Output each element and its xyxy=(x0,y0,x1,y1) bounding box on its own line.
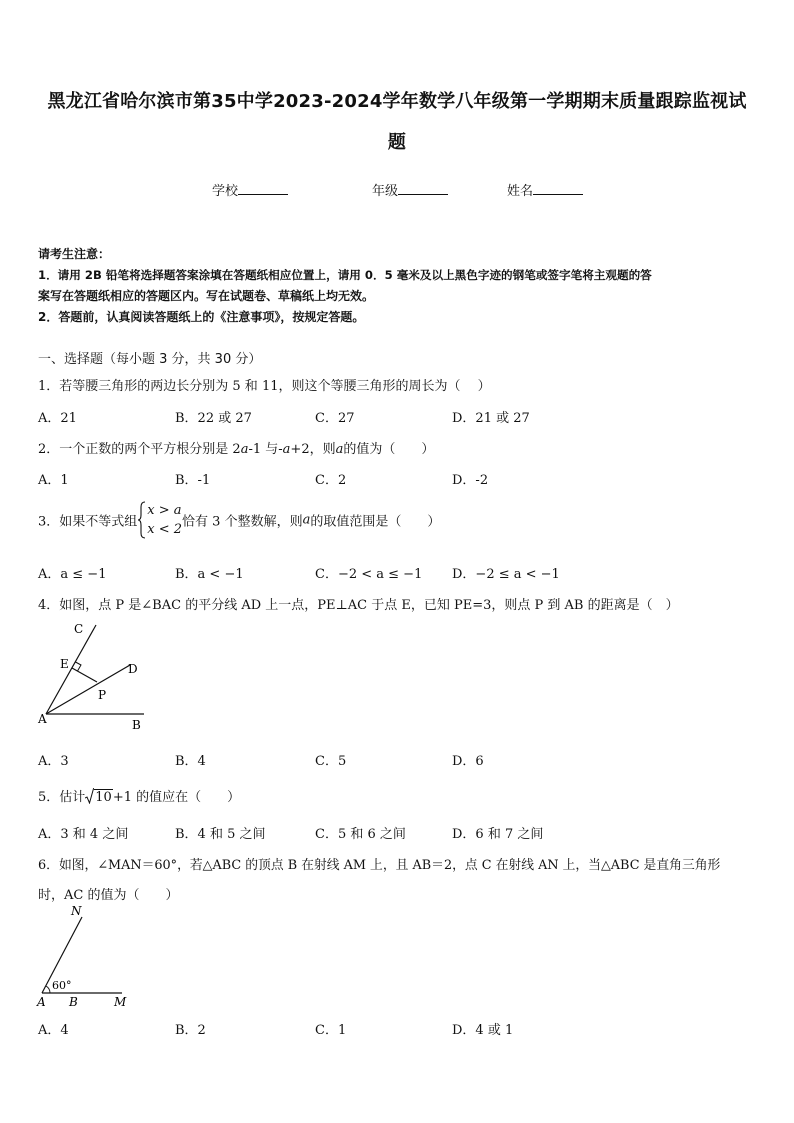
question-3-stem xyxy=(38,501,440,539)
inequality-system xyxy=(147,501,182,539)
q2-text-2: -1 与- xyxy=(248,442,283,457)
school-field xyxy=(212,180,288,199)
q4-option-d[interactable]: D．6 xyxy=(452,754,484,769)
left-brace-icon xyxy=(137,501,147,539)
notice-item2: 2．答题前，认真阅读答题纸上的《注意事项》，按规定答题。 xyxy=(38,310,365,324)
q3-option-c[interactable]: C．−2 < a ≤ −1 xyxy=(315,567,423,582)
question-1-stem: 1．若等腰三角形的两边长分别为 5 和 11，则这个等腰三角形的周长为（ ） xyxy=(38,379,491,394)
label-a: A xyxy=(37,995,46,1009)
q4-option-c[interactable]: C．5 xyxy=(315,754,347,769)
label-a: A xyxy=(38,712,47,726)
q1-option-a[interactable]: A．21 xyxy=(38,411,77,426)
notice-item1-line1: 1．请用 2B 铅笔将选择题答案涂填在答题纸相应位置上，请用 0．5 毫米及以上黑色字迹的钢笔或签字笔将主观题的答 xyxy=(38,268,652,282)
label-d: D xyxy=(128,662,138,676)
radical-sign-icon xyxy=(85,788,94,804)
label-b: B xyxy=(69,995,78,1009)
name-field xyxy=(507,180,583,199)
notice-item1-line2: 案写在答题纸相应的答题区内。写在试题卷、草稿纸上均无效。 xyxy=(38,289,375,303)
right-angle-mark xyxy=(76,662,82,671)
label-p: P xyxy=(98,688,107,702)
grade-field xyxy=(372,180,448,199)
q2-var-a: a xyxy=(282,442,291,457)
label-angle-60: 60° xyxy=(52,979,72,992)
question-2-stem xyxy=(38,438,434,457)
q2-option-c[interactable]: C．2 xyxy=(315,473,347,488)
q3-option-a[interactable]: A．a ≤ −1 xyxy=(38,567,107,582)
section-heading: 一、选择题（每小题 3 分，共 30 分） xyxy=(38,352,262,367)
label-n: N xyxy=(71,906,82,918)
q2-var-a: a xyxy=(335,442,344,457)
q3-var-a: a xyxy=(302,512,311,528)
notice-heading: 请考生注意： xyxy=(38,247,111,261)
question-4-stem: 4．如图，点 P 是∠BAC 的平分线 AD 上一点，PE⊥AC 于点 E，已知 PE=3，则点 P 到 AB 的距离是（ ） xyxy=(38,598,679,613)
q4-option-b[interactable]: B．4 xyxy=(175,754,206,769)
name-blank xyxy=(533,182,583,195)
angle-60-figure xyxy=(34,906,134,1010)
q2-option-a[interactable]: A．1 xyxy=(38,473,69,488)
inequality-1: x > a xyxy=(147,503,182,518)
q3-text-1: 3．如果不等式组 xyxy=(38,514,138,530)
q2-text-1: 2．一个正数的两个平方根分别是 2 xyxy=(38,442,241,457)
exam-title-line1: 黑龙江省哈尔滨市第35中学2023-2024学年数学八年级第一学期期末质量跟踪监视试 xyxy=(47,91,747,112)
q6-option-a[interactable]: A．4 xyxy=(38,1023,69,1038)
q5-option-a[interactable]: A．3 和 4 之间 xyxy=(38,827,129,842)
question-5-stem xyxy=(38,786,240,805)
angle-bisector-figure xyxy=(34,618,154,733)
q1-option-c[interactable]: C．27 xyxy=(315,411,355,426)
school-label: 学校 xyxy=(212,184,239,199)
q1-option-d[interactable]: D．21 或 27 xyxy=(452,411,530,426)
q2-option-b[interactable]: B．-1 xyxy=(175,473,211,488)
label-e: E xyxy=(60,657,69,671)
q2-option-d[interactable]: D．-2 xyxy=(452,473,489,488)
notice-block xyxy=(38,244,758,328)
bisector-ad xyxy=(46,665,130,714)
q5-radicand: 10 xyxy=(95,790,112,805)
ray-ac xyxy=(46,625,96,714)
q5-option-c[interactable]: C．5 和 6 之间 xyxy=(315,827,406,842)
school-blank xyxy=(238,182,288,195)
grade-label: 年级 xyxy=(372,184,399,199)
q6-option-c[interactable]: C．1 xyxy=(315,1023,347,1038)
segment-pe xyxy=(72,668,97,682)
q6-option-b[interactable]: B．2 xyxy=(175,1023,206,1038)
question-6-stem-line2: 时，AC 的值为（ ） xyxy=(38,888,179,903)
label-b: B xyxy=(132,718,141,732)
q5-text-2: +1 的值应在（ ） xyxy=(112,790,241,805)
q2-text-4: 的值为（ ） xyxy=(343,442,435,457)
label-c: C xyxy=(74,622,84,636)
exam-title-line2: 题 xyxy=(387,132,407,153)
q4-option-a[interactable]: A．3 xyxy=(38,754,69,769)
q3-option-b[interactable]: B．a < −1 xyxy=(175,567,244,582)
q6-option-d[interactable]: D．4 或 1 xyxy=(452,1023,514,1038)
q3-text-2: 恰有 3 个整数解，则 xyxy=(182,514,303,530)
q5-option-b[interactable]: B．4 和 5 之间 xyxy=(175,827,266,842)
q3-option-d[interactable]: D．−2 ≤ a < −1 xyxy=(452,567,560,582)
q2-var-a: a xyxy=(240,442,249,457)
question-6-stem-line1: 6．如图，∠MAN＝60°，若△ABC 的顶点 B 在射线 AM 上，且 AB＝2，点 C 在射线 AN 上，当△ABC 是直角三角形 xyxy=(38,858,721,873)
q2-text-3: +2，则 xyxy=(290,442,336,457)
inequality-2: x < 2 xyxy=(147,522,183,537)
label-m: M xyxy=(114,995,127,1009)
grade-blank xyxy=(398,182,448,195)
q1-option-b[interactable]: B．22 或 27 xyxy=(175,411,252,426)
q5-option-d[interactable]: D．6 和 7 之间 xyxy=(452,827,544,842)
q5-text-1: 5．估计 xyxy=(38,790,86,805)
q3-text-3: 的取值范围是（ ） xyxy=(310,514,441,530)
name-label: 姓名 xyxy=(507,184,534,199)
angle-arc xyxy=(46,986,50,993)
